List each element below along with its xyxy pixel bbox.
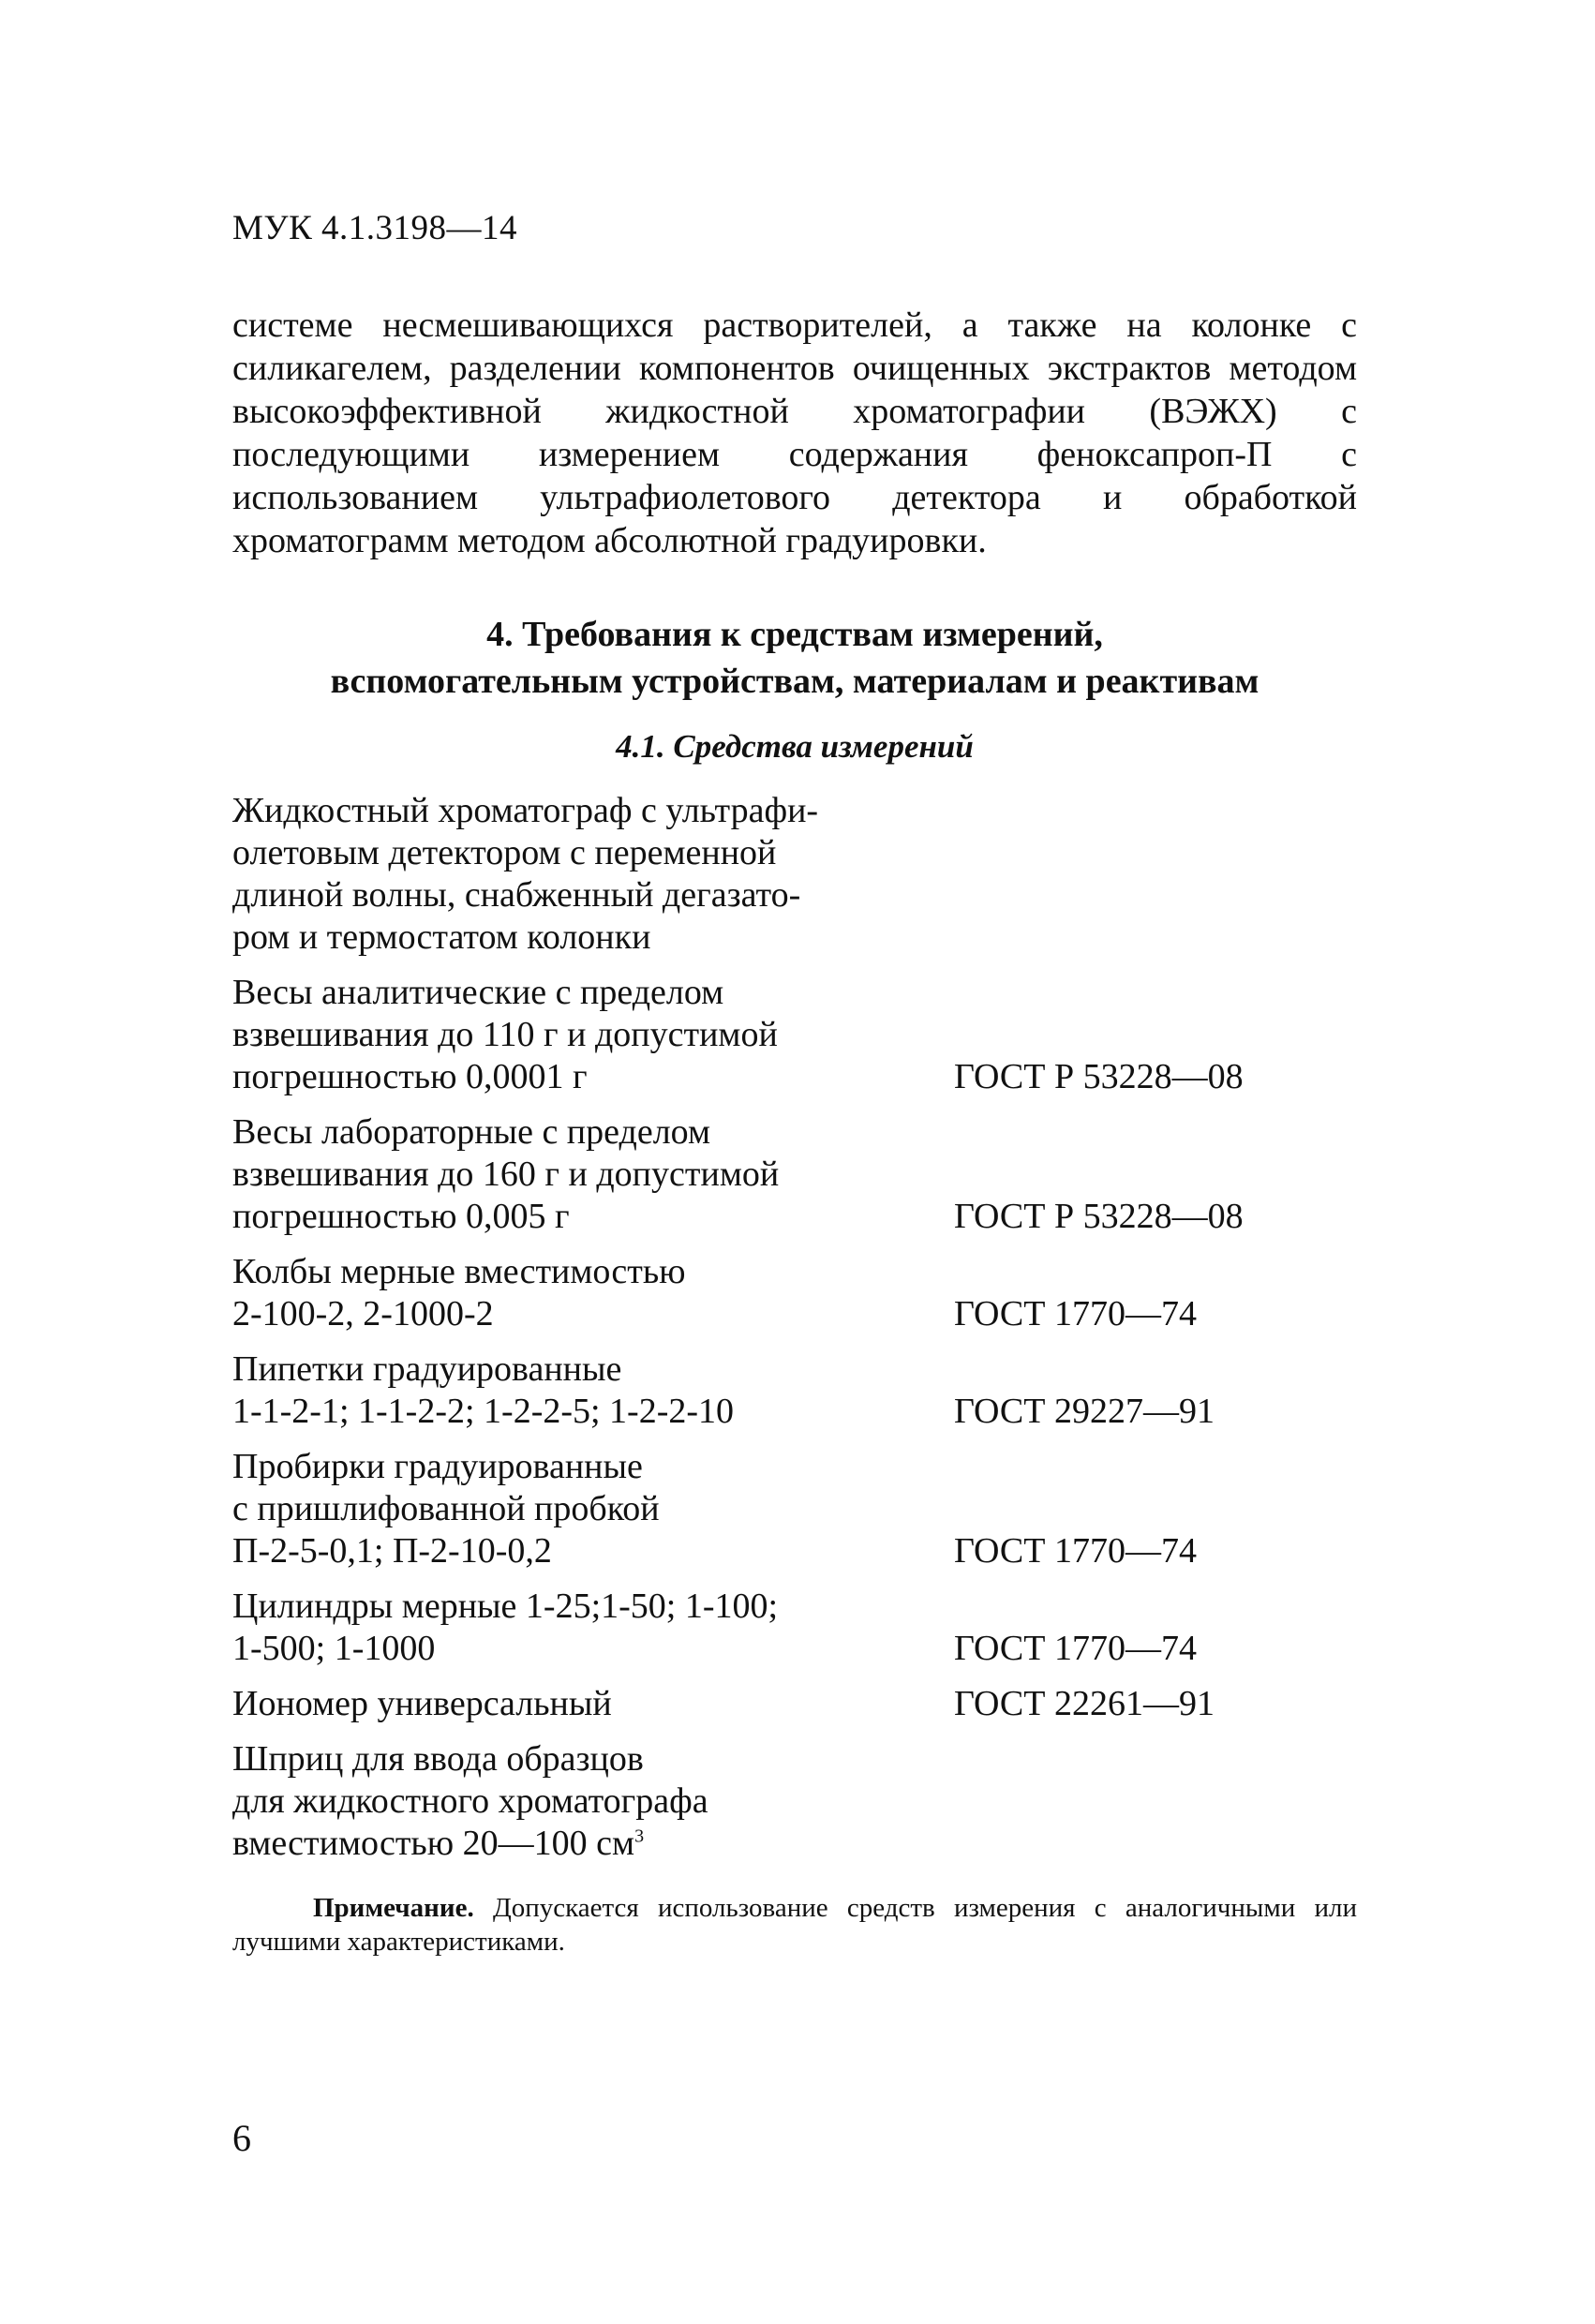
- item-description-line: погрешностью 0,0001 г: [232, 1057, 588, 1096]
- page-number: 6: [232, 2117, 251, 2159]
- note-label: Примечание.: [313, 1893, 474, 1923]
- item-description: [232, 790, 954, 959]
- item-description-line: длиной волны, снабженный дегазато-: [232, 875, 801, 915]
- item-description-line: взвешивания до 160 г и допустимой: [232, 1155, 780, 1194]
- note-paragraph: [232, 1891, 1357, 1959]
- item-description-line: Колбы мерные вместимостью: [232, 1252, 686, 1291]
- list-item: [232, 1251, 1357, 1335]
- item-description: [232, 1111, 954, 1238]
- item-description: [232, 1251, 954, 1335]
- item-standard: ГОСТ 22261—91: [954, 1684, 1215, 1723]
- item-standard: ГОСТ 1770—74: [954, 1629, 1197, 1668]
- item-description: [232, 1738, 954, 1865]
- item-description: [232, 1586, 954, 1670]
- item-description: [232, 1446, 954, 1572]
- equipment-list: [232, 790, 1357, 1878]
- item-description-line: с пришлифованной пробкой: [232, 1489, 660, 1528]
- item-description-line: Шприц для ввода образцов: [232, 1739, 644, 1779]
- item-description-line: для жидкостного хроматографа: [232, 1781, 708, 1821]
- item-description-line: [232, 1823, 954, 1865]
- item-description: [232, 1348, 954, 1433]
- item-description-line: Пробирки градуированные: [232, 1447, 643, 1486]
- section-heading: [232, 611, 1357, 705]
- item-standard: ГОСТ 1770—74: [954, 1531, 1197, 1571]
- item-description-line: Весы лабораторные с пределом: [232, 1112, 710, 1152]
- section-heading-line-2: вспомогательным устройствам, материалам и реактивам: [330, 662, 1260, 701]
- item-description-line: Иономер универсальный: [232, 1684, 612, 1723]
- subsection-heading: 4.1. Средства измерений: [616, 728, 974, 765]
- list-item: [232, 790, 1357, 959]
- list-item: [232, 1738, 1357, 1865]
- section-heading-line-1: 4. Требования к средствам измерений,: [486, 615, 1103, 654]
- item-standard: ГОСТ Р 53228—08: [954, 1197, 1244, 1236]
- item-standard: ГОСТ Р 53228—08: [954, 1057, 1244, 1096]
- item-standard: ГОСТ 1770—74: [954, 1294, 1197, 1333]
- intro-paragraph-block: [232, 304, 1357, 562]
- list-item: [232, 972, 1357, 1098]
- item-description-line: олетовым детектором с переменной: [232, 833, 777, 872]
- item-description-line: Жидкостный хроматограф с ультрафи-: [232, 791, 819, 830]
- list-item: [232, 1446, 1357, 1572]
- item-description-line: Весы аналитические с пределом: [232, 973, 724, 1012]
- item-description-line: 2-100-2, 2-1000-2: [232, 1294, 494, 1333]
- item-description-line: П-2-5-0,1; П-2-10-0,2: [232, 1531, 552, 1571]
- item-description-line-text: вместимостью 20—100 см: [232, 1824, 635, 1863]
- list-item: [232, 1111, 1357, 1238]
- superscript: 3: [634, 1825, 645, 1847]
- item-description-line: взвешивания до 110 г и допустимой: [232, 1015, 778, 1054]
- running-header: МУК 4.1.3198—14: [232, 209, 518, 247]
- item-description-line: 1-500; 1-1000: [232, 1629, 436, 1668]
- item-description: [232, 972, 954, 1098]
- item-description-line: ром и термостатом колонки: [232, 917, 651, 957]
- list-item: [232, 1683, 1357, 1725]
- item-description-line: 1-1-2-1; 1-1-2-2; 1-2-2-5; 1-2-2-10: [232, 1392, 735, 1431]
- item-description-line: Пипетки градуированные: [232, 1349, 622, 1389]
- item-description-line: Цилиндры мерные 1-25;1-50; 1-100;: [232, 1587, 779, 1626]
- intro-paragraph: системе несмешивающихся растворителей, а также на колонке с силикагелем, разделении компонентов очищенных экстрактов методом высокоэффективной жидкостной хроматографии (ВЭЖХ) с последующими измерением содержания феноксапроп-П с использованием ультрафиолетового детектора и обработкой хроматограмм методом абсолютной градуировки.: [232, 305, 1357, 560]
- list-item: [232, 1586, 1357, 1670]
- note-text: Допускается использование средств измерения с аналогичными или лучшими характеристиками.: [232, 1893, 1357, 1957]
- list-item: [232, 1348, 1357, 1433]
- item-description: [232, 1683, 954, 1725]
- item-description-line: погрешностью 0,005 г: [232, 1197, 570, 1236]
- item-standard: ГОСТ 29227—91: [954, 1392, 1215, 1431]
